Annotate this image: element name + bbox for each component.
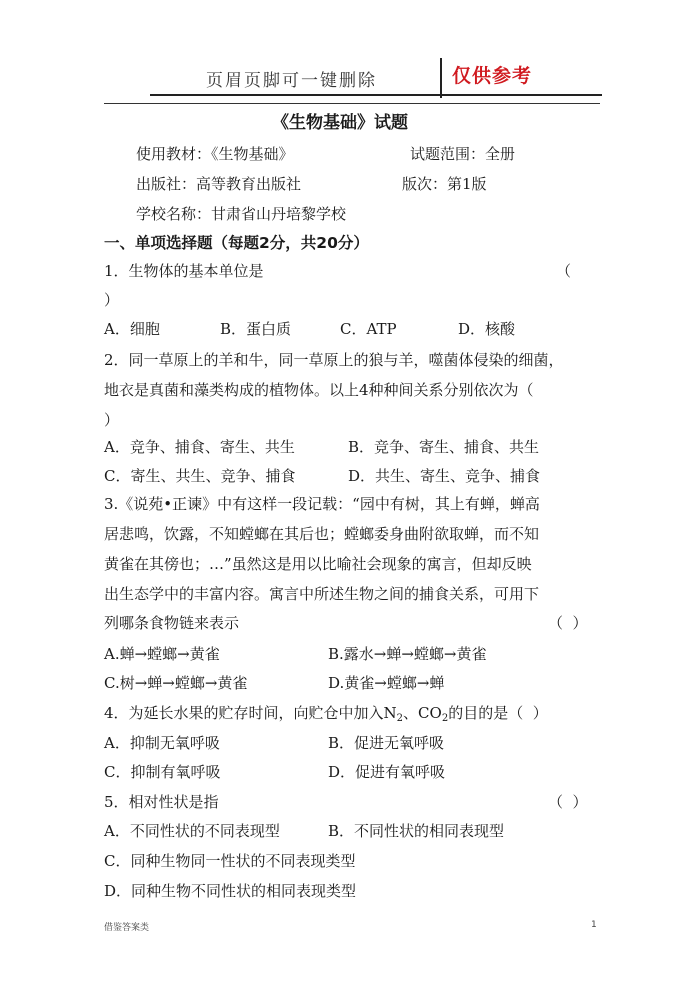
exam-title: 《生物基础》试题 [272, 113, 408, 133]
q1-stem: 1．生物体的基本单位是 [104, 262, 264, 280]
q4-stem: 4．为延长水果的贮存时间，向贮仓中加入$N_2$、$CO_2$的目的是（ ） [104, 704, 548, 724]
header-text: 页眉页脚可一键删除 [206, 71, 377, 91]
q2-option-a: A．竞争、捕食、寄生、共生 [104, 438, 295, 456]
q3-line2: 居悲鸣，饮露，不知螳螂在其后也；螳螂委身曲附欲取蝉，而不知 [104, 525, 540, 543]
section-heading: 一、单项选择题（每题2分，共20分） [104, 234, 369, 252]
meta-scope: 试题范围：全册 [410, 145, 516, 163]
q2-option-b: B．竞争、寄生、捕食、共生 [348, 438, 540, 456]
meta-textbook: 使用教材：《生物基础》 [136, 145, 294, 163]
q3-paren: （ ） [548, 614, 588, 632]
q4-option-c: C．抑制有氧呼吸 [104, 763, 221, 781]
q3-option-b: B.露水→蝉→螳螂→黄雀 [328, 645, 487, 663]
q4-option-b: B．促进无氧呼吸 [328, 734, 445, 752]
q2-line3: ） [104, 411, 120, 429]
q2-option-d: D．共生、寄生、竞争、捕食 [348, 467, 541, 485]
q5-option-b: B．不同性状的相同表现型 [328, 822, 505, 840]
q2-line2: 地衣是真菌和藻类构成的植物体。以上4种种间关系分别依次为（ [104, 381, 534, 399]
q2-line1: 2．同一草原上的羊和牛，同一草原上的狼与羊，噬菌体侵染的细菌， [104, 351, 564, 369]
header-rule [150, 94, 602, 96]
meta-edition: 版次：第1版 [402, 175, 487, 193]
q1-paren-close: ） [104, 291, 120, 309]
q5-option-c: C．同种生物同一性状的不同表现类型 [104, 852, 356, 870]
q1-option-a: A．细胞 [104, 320, 160, 338]
meta-school: 学校名称：甘肃省山丹培黎学校 [136, 205, 347, 223]
meta-publisher: 出版社：高等教育出版社 [136, 175, 302, 193]
q3-line4: 出生态学中的丰富内容。寓言中所述生物之间的捕食关系，可用下 [104, 585, 540, 603]
top-rule [104, 103, 600, 104]
page-number: 1 [591, 920, 597, 930]
q3-option-a: A.蝉→螳螂→黄雀 [104, 645, 220, 663]
footer-label: 借鉴答案类 [104, 923, 150, 933]
q4-option-d: D．促进有氧呼吸 [328, 763, 446, 781]
q3-option-c: C.树→蝉→螳螂→黄雀 [104, 674, 248, 692]
reference-stamp: 仅供参考 [452, 65, 533, 87]
q1-option-c: C．ATP [340, 320, 397, 338]
q4-option-a: A．抑制无氧呼吸 [104, 734, 220, 752]
q1-option-d: D．核酸 [458, 320, 516, 338]
q1-option-b: B．蛋白质 [220, 320, 292, 338]
q5-option-a: A．不同性状的不同表现型 [104, 822, 280, 840]
q3-line5: 列哪条食物链来表示 [104, 614, 240, 632]
q1-paren-open: （ [556, 262, 572, 280]
q3-option-d: D.黄雀→螳螂→蝉 [328, 674, 445, 692]
q3-line3: 黄雀在其傍也；…”虽然这是用以比喻社会现象的寓言，但却反映 [104, 555, 532, 573]
q5-stem: 5．相对性状是指 [104, 793, 219, 811]
q3-line1: 3.《说苑•正谏》中有这样一段记载：“园中有树，其上有蝉，蝉高 [104, 495, 540, 513]
q5-option-d: D．同种生物不同性状的相同表现类型 [104, 882, 357, 900]
header-divider [440, 58, 442, 98]
q5-paren: （ ） [548, 793, 588, 811]
q2-option-c: C．寄生、共生、竞争、捕食 [104, 467, 296, 485]
